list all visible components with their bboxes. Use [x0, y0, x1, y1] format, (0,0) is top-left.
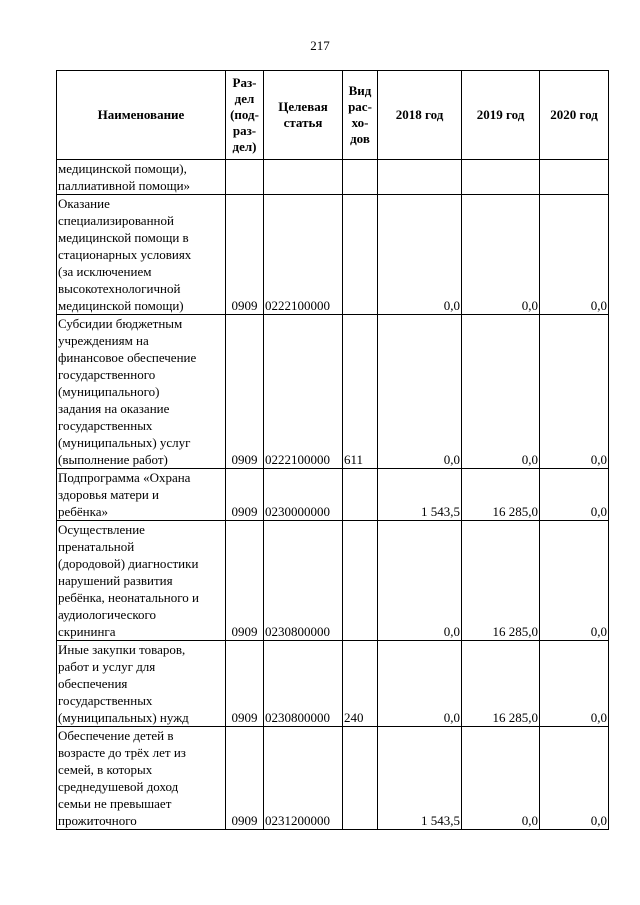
- header-kind: Вид рас- хо- дов: [343, 71, 378, 160]
- row-section: [226, 160, 264, 195]
- row-kind: [343, 195, 378, 315]
- row-name: Оказание специализированной медицинской помощи в стационарных условиях (за исключением высокотехнологичной медицинской помощи): [57, 195, 226, 315]
- row-name: Иные закупки товаров, работ и услуг для обеспечения государственных (муниципальных) нужд: [57, 641, 226, 727]
- row-kind: [343, 727, 378, 830]
- row-2019: 0,0: [462, 315, 540, 469]
- row-section: 0909: [226, 521, 264, 641]
- row-section: 0909: [226, 195, 264, 315]
- row-2020: 0,0: [540, 195, 609, 315]
- row-2019: 0,0: [462, 727, 540, 830]
- table-row: [57, 195, 609, 315]
- row-kind: [343, 521, 378, 641]
- header-2018: 2018 год: [378, 71, 462, 160]
- row-name: Обеспечение детей в возрасте до трёх лет из семей, в которых среднедушевой доход семьи не превышает прожиточного: [57, 727, 226, 830]
- row-target: 0230800000: [264, 641, 343, 727]
- row-2020: 0,0: [540, 315, 609, 469]
- row-2019: [462, 160, 540, 195]
- table-row: [57, 160, 609, 195]
- row-name: Подпрограмма «Охрана здоровья матери и ребёнка»: [57, 469, 226, 521]
- row-kind: 611: [343, 315, 378, 469]
- row-target: 0231200000: [264, 727, 343, 830]
- row-2018: 1 543,5: [378, 469, 462, 521]
- row-2019: 0,0: [462, 195, 540, 315]
- row-2018: 0,0: [378, 315, 462, 469]
- row-2018: [378, 160, 462, 195]
- header-2020: 2020 год: [540, 71, 609, 160]
- row-2020: [540, 160, 609, 195]
- row-name: Осуществление пренатальной (дородовой) диагностики нарушений развития ребёнка, неонатального и аудиологического скрининга: [57, 521, 226, 641]
- row-target: 0230000000: [264, 469, 343, 521]
- row-2020: 0,0: [540, 521, 609, 641]
- row-2018: 0,0: [378, 641, 462, 727]
- page-number: 217: [310, 38, 330, 53]
- table-row: [57, 641, 609, 727]
- row-section: 0909: [226, 469, 264, 521]
- table-row: [57, 521, 609, 641]
- row-section: 0909: [226, 727, 264, 830]
- row-name: медицинской помощи), паллиативной помощи»: [57, 160, 226, 195]
- row-section: 0909: [226, 641, 264, 727]
- header-target: Целевая статья: [264, 71, 343, 160]
- row-name: Субсидии бюджетным учреждениям на финансовое обеспечение государственного (муниципального) задания на оказание государственных (муниципальных) услуг (выполнение работ): [57, 315, 226, 469]
- table-row: [57, 315, 609, 469]
- row-2020: 0,0: [540, 641, 609, 727]
- row-2018: 0,0: [378, 521, 462, 641]
- row-kind: [343, 469, 378, 521]
- table-row: [57, 469, 609, 521]
- header-name: Наименование: [57, 71, 226, 160]
- row-2019: 16 285,0: [462, 469, 540, 521]
- budget-table: [56, 70, 609, 830]
- header-2019: 2019 год: [462, 71, 540, 160]
- row-2019: 16 285,0: [462, 641, 540, 727]
- row-2020: 0,0: [540, 727, 609, 830]
- row-target: 0222100000: [264, 195, 343, 315]
- row-target: 0230800000: [264, 521, 343, 641]
- row-target: [264, 160, 343, 195]
- row-kind: 240: [343, 641, 378, 727]
- table-header-row: [57, 71, 609, 160]
- row-2020: 0,0: [540, 469, 609, 521]
- row-2018: 0,0: [378, 195, 462, 315]
- table-row: [57, 727, 609, 830]
- row-target: 0222100000: [264, 315, 343, 469]
- row-kind: [343, 160, 378, 195]
- row-2018: 1 543,5: [378, 727, 462, 830]
- row-section: 0909: [226, 315, 264, 469]
- header-section: Раз- дел (под- раз- дел): [226, 71, 264, 160]
- row-2019: 16 285,0: [462, 521, 540, 641]
